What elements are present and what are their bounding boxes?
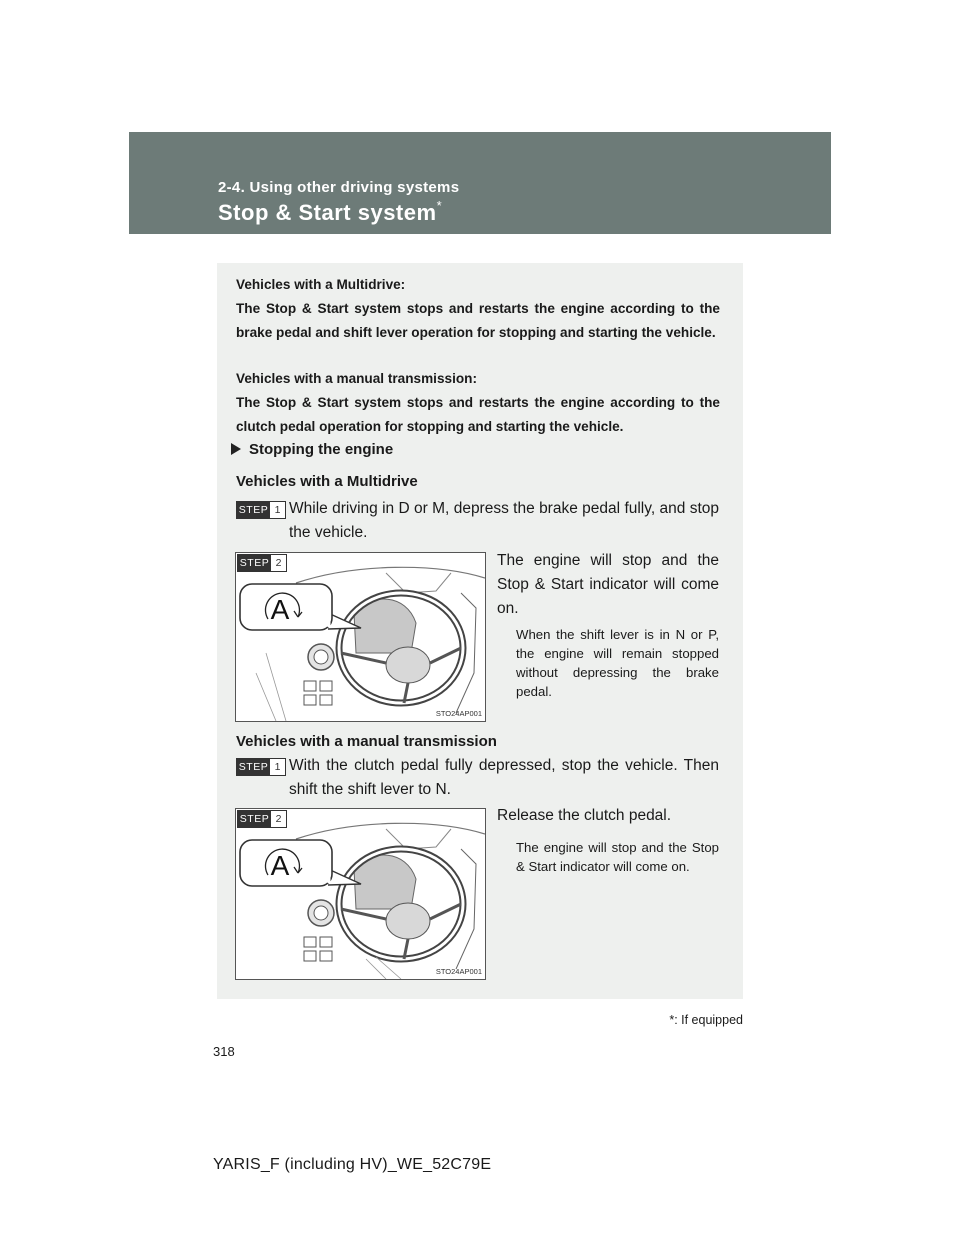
callout-a-label: A (270, 594, 290, 625)
intro-multidrive (236, 273, 720, 345)
manual-step-2-text: Release the clutch pedal. (497, 807, 672, 824)
dashboard-illustration (235, 808, 486, 980)
manual-heading: Vehicles with a manual transmission (236, 733, 497, 750)
equipped-mark: * (436, 198, 443, 213)
chapter-header (129, 132, 831, 234)
figure-code: STO24AP001 (435, 967, 482, 976)
intro-manual (236, 367, 720, 439)
step-2-badge: STEP 2 (237, 810, 287, 828)
manual-step-1-text: With the clutch pedal fully depressed, stop the vehicle. Then shift the shift lever to N. (289, 757, 719, 798)
footnote: *: If equipped (669, 1013, 743, 1027)
multidrive-step-2-note: When the shift lever is in N or P, the engine will remain stopped without depressing the brake pedal. (516, 627, 719, 699)
figure-code: STO24AP001 (435, 709, 482, 718)
section-label: 2-4. Using other driving systems (218, 179, 460, 196)
intro-multidrive-heading: Vehicles with a Multidrive: (236, 277, 406, 292)
content-panel (217, 263, 743, 999)
intro-manual-body: The Stop & Start system stops and restarts the engine according to the clutch pedal operation for stopping and starting the vehicle. (236, 395, 720, 434)
multidrive-step-1-text: While driving in D or M, depress the brake pedal fully, and stop the vehicle. (289, 500, 719, 541)
multidrive-step-2-text: The engine will stop and the Stop & Start indicator will come on. (497, 552, 719, 617)
multidrive-heading: Vehicles with a Multidrive (236, 473, 418, 490)
page-title: Stop & Start system* (218, 198, 443, 225)
intro-multidrive-body: The Stop & Start system stops and restarts the engine according to the brake pedal and shift lever operation for stopping and starting the vehicle. (236, 301, 720, 340)
manual-step-2-note: The engine will stop and the Stop & Start indicator will come on. (516, 840, 719, 874)
step-1-badge: STEP 1 (236, 501, 286, 519)
document-id: YARIS_F (including HV)_WE_52C79E (213, 1156, 492, 1173)
dashboard-illustration (235, 552, 486, 722)
intro-manual-heading: Vehicles with a manual transmission: (236, 371, 477, 386)
page-number: 318 (213, 1044, 235, 1059)
stopping-heading: Stopping the engine (231, 441, 393, 458)
callout-a-label: A (270, 850, 290, 881)
equipped-mark: * (669, 1013, 675, 1027)
step-2-badge: STEP 2 (237, 554, 287, 572)
step-1-badge: STEP 1 (236, 758, 286, 776)
triangle-bullet-icon (231, 443, 241, 455)
